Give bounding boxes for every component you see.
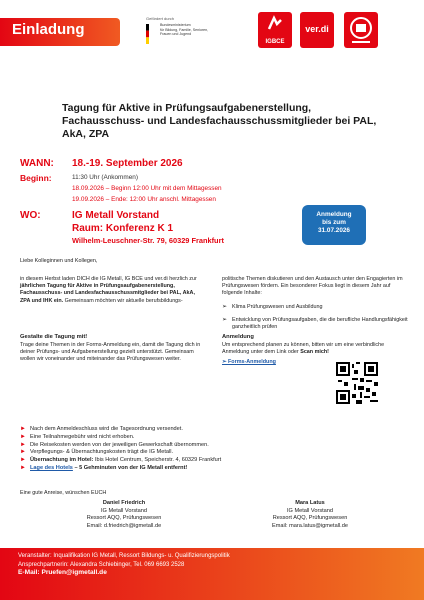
- gestalte-text: Trage deine Themen in der Forms-Anmeldung ein, damit die Tagung dich in deiner Prüfungs- und Aufgabenerstellung gezielt unterstützt. Gemeinsam wollen wir voneinander und miteinander das Prüfungswesen weiter.: [20, 342, 201, 363]
- wann-label: WANN:: [20, 158, 54, 169]
- focus-item: ➢ Klima Prüfungswesen und Ausbildung: [222, 304, 323, 310]
- list-item: ► Die Reisekosten werden von der jeweiligen Gewerkschaft übernommen.: [20, 441, 209, 448]
- list-item: ► Nach dem Anmeldeschluss wird die Tagesordnung versendet.: [20, 426, 183, 432]
- einladung-label: Einladung: [12, 21, 85, 38]
- ministry-name: Bundesministerium für Bildung, Familie, Senioren, Frauen und Jugend: [160, 23, 209, 37]
- hotel-location-link[interactable]: Lage des Hotels: [30, 464, 73, 471]
- qr-code[interactable]: [336, 362, 378, 404]
- arrow-icon: ➢: [222, 359, 229, 365]
- footer-email[interactable]: E-Mail: Pruefen@igmetall.de: [18, 569, 107, 577]
- list-item: ► Übernachtung im Hotel: Ibis Hotel Centrum, Speicherstr. 4, 60329 Frankfurt: [20, 457, 222, 464]
- intro-right: politische Themen diskutieren und den Austausch unter den Engagierten im Prüfungswesen fördern. Ein besonderer Fokus liegt in diesem Jahr auf folgende Inhalte:: [222, 276, 403, 297]
- federal-eagle-icon: [146, 24, 154, 44]
- triangle-bullet-icon: ►: [20, 441, 26, 448]
- wann-value: 18.-19. September 2026: [72, 158, 183, 169]
- list-item: ► Lage des Hotels – 5 Gehminuten von der IG Metall entfernt!: [20, 464, 188, 471]
- triangle-bullet-icon: ►: [20, 433, 26, 440]
- beginn-line1: 18.09.2026 – Beginn 12:00 Uhr mit dem Mittagessen: [72, 185, 222, 192]
- wo-line2: Raum: Konferenz K 1: [72, 223, 174, 234]
- footer-info: Veranstalter: Inqualifikation IG Metall, Ressort Bildungs- u. Qualifizierungspolitik Ansprechpartnerin: Alexandra Schiebinger, Tel. 069 6693 2528 E-Mail: Pruefen@igmetall.de: [18, 553, 230, 577]
- beginn-value: 11:30 Uhr (Ankommen): [72, 174, 138, 181]
- wo-label: WO:: [20, 210, 41, 221]
- triangle-bullet-icon: ►: [20, 464, 26, 471]
- wo-line3: Wilhelm-Leuschner-Str. 79, 60329 Frankfurt: [72, 236, 224, 245]
- anmeldung-deadline-badge: Anmeldung bis zum 31.07.2026: [302, 205, 366, 245]
- info-list: [20, 426, 320, 473]
- triangle-bullet-icon: ►: [20, 449, 26, 456]
- event-title: Tagung für Aktive in Prüfungsaufgabenerstellung, Fachausschuss- und Landesfachausschussmitglieder bei PAL, AkA, ZPA: [62, 102, 377, 140]
- arrow-icon: ➢: [222, 304, 228, 310]
- anmeldung-text: Um entsprechend planen zu können, bitten wir um eine verbindliche Anmeldung unter dem Link oder Scan mich!: [222, 342, 385, 356]
- focus-list: [222, 298, 408, 332]
- greeting: Liebe Kolleginnen und Kollegen,: [20, 258, 98, 264]
- wo-line1: IG Metall Vorstand: [72, 210, 160, 221]
- list-item: ► Eine Teilnahmegebühr wird nicht erhoben.: [20, 433, 135, 440]
- anmeldung-heading: Anmeldung: [222, 334, 254, 340]
- signer-latus: Mara Latus IG Metall Vorstand Ressort AQQ, Prüfungswesen Email: mara.latus@igmetall.de: [272, 500, 348, 529]
- signer-friedrich: Daniel Friedrich IG Metall Vorstand Ressort AQQ, Prüfungswesen Email: d.friedrich@igmetall.de: [86, 500, 162, 529]
- closing: Eine gute Anreise, wünschen EUCH: [20, 490, 107, 496]
- gestalte-heading: Gestalte die Tagung mit!: [20, 334, 88, 340]
- beginn-label: Beginn:: [20, 173, 52, 183]
- beginn-line2: 19.09.2026 – Ende: 12:00 Uhr anschl. Mittagessen: [72, 196, 216, 203]
- forms-anmeldung-link[interactable]: ➢ Forms-Anmeldung: [222, 359, 276, 365]
- igmetall-logo: [344, 12, 378, 48]
- triangle-bullet-icon: ►: [20, 457, 26, 464]
- igbce-logo: IGBCE: [258, 12, 292, 48]
- gefoerdert-label: Gefördert durch: [146, 16, 175, 21]
- intro-left: in diesem Herbst laden DICH die IG Metall, IG BCE und ver.di herzlich zur jährlichen Tagung für Aktive in Prüfungsaufgabenerstellung, Fachausschuss- und Landesfachausschussmitglieder bei PAL, AkA, ZPA und IHK ein. Gemeinsam möchten wir aktuelle berufsbildungs-: [20, 276, 197, 304]
- focus-item: ➢ Entwicklung von Prüfungsaufgaben, die die berufliche Handlungsfähigkeit ganzheitlich prüfen: [222, 317, 408, 331]
- ministry-logo: [146, 16, 246, 52]
- triangle-bullet-icon: ►: [20, 426, 26, 432]
- arrow-icon: ➢: [222, 317, 228, 324]
- list-item: ► Verpflegungs- & Übernachtungskosten trägt die IG Metall.: [20, 449, 174, 456]
- verdi-logo: ver.di: [300, 12, 334, 48]
